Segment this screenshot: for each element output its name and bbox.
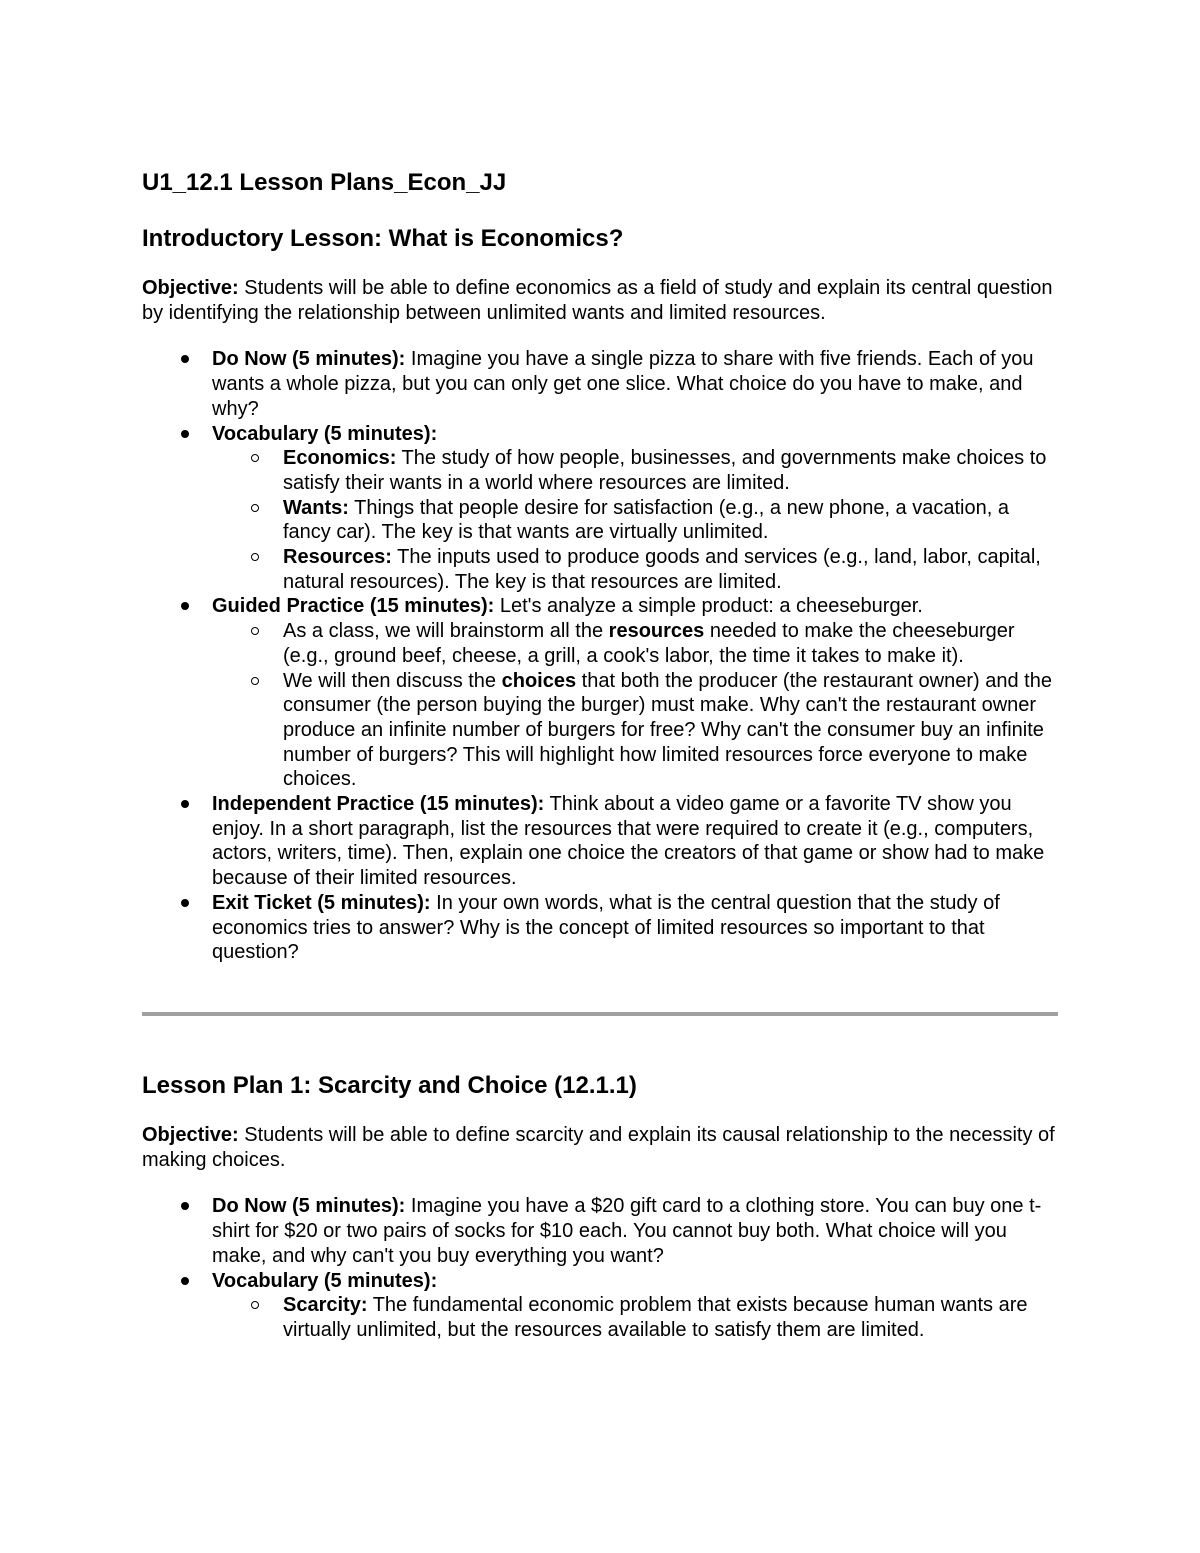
lesson1-title: Lesson Plan 1: Scarcity and Choice (12.1.1) — [142, 1071, 637, 1099]
document-body — [142, 166, 1058, 1343]
vocab-definition: The study of how people, businesses, and governments make choices to satisfy their wants in a world where resources are limited. — [283, 447, 1047, 494]
guided-practice-label: Guided Practice (15 minutes): — [212, 595, 495, 618]
list-item-vocabulary — [142, 1269, 1058, 1343]
intro-objective — [142, 276, 1058, 325]
guided-emphasis: choices — [501, 669, 577, 692]
list-item-guided-practice — [142, 594, 1058, 792]
vocab-item — [212, 446, 1058, 495]
vocabulary-label: Vocabulary (5 minutes): — [212, 422, 438, 445]
guided-item — [212, 619, 1058, 668]
guided-text: As a class, we will brainstorm all the — [283, 620, 609, 643]
vocabulary-list — [212, 1293, 1058, 1342]
vocab-term: Wants: — [283, 496, 349, 519]
lesson1-objective — [142, 1123, 1058, 1172]
exit-ticket-label: Exit Ticket (5 minutes): — [212, 891, 431, 914]
vocab-definition: The fundamental economic problem that exists because human wants are virtually unlimited, but the resources available to satisfy them are limited. — [283, 1294, 1028, 1341]
objective-text: Students will be able to define economics as a field of study and explain its central question by identifying the relationship between unlimited wants and limited resources. — [142, 277, 1053, 324]
do-now-label: Do Now (5 minutes): — [212, 1195, 406, 1218]
vocab-term: Scarcity: — [283, 1294, 368, 1317]
vocab-definition: The inputs used to produce goods and services (e.g., land, labor, capital, natural resources). The key is that resources are limited. — [283, 546, 1041, 593]
vocab-item — [212, 496, 1058, 545]
independent-practice-text: Think about a video game or a favorite TV show you enjoy. In a short paragraph, list the resources that were required to create it (e.g., computers, actors, writers, time). Then, explain one choice the creators of that game or show had to make because of their limited resources. — [212, 793, 1045, 890]
intro-lesson-title: Introductory Lesson: What is Economics? — [142, 225, 624, 252]
objective-label: Objective: — [142, 277, 239, 299]
guided-text: needed to make the cheeseburger (e.g., ground beef, cheese, a grill, a cook's labor, the time it takes to make it). — [283, 620, 1015, 667]
vocabulary-label: Vocabulary (5 minutes): — [212, 1269, 438, 1292]
intro-activity-list — [142, 347, 1058, 965]
horizontal-divider — [142, 1012, 1058, 1016]
guided-text: We will then discuss the — [283, 669, 502, 692]
objective-text: Students will be able to define scarcity and explain its causal relationship to the necessity of making choices. — [142, 1123, 1055, 1171]
exit-ticket-text: In your own words, what is the central question that the study of economics tries to answer? Why is the concept of limited resources so important to that question? — [212, 891, 1000, 964]
list-item-do-now — [142, 347, 1058, 421]
guided-practice-text: Let's analyze a simple product: a cheeseburger. — [494, 595, 923, 618]
document-title: U1_12.1 Lesson Plans_Econ_JJ — [142, 169, 507, 196]
guided-emphasis: resources — [608, 620, 705, 643]
list-item-do-now — [142, 1194, 1058, 1268]
list-item-independent-practice — [142, 792, 1058, 891]
guided-item — [212, 669, 1058, 793]
vocabulary-list — [212, 446, 1058, 594]
guided-practice-list — [212, 619, 1058, 792]
lesson1-activity-list — [142, 1194, 1058, 1342]
do-now-label: Do Now (5 minutes): — [212, 348, 406, 371]
independent-practice-label: Independent Practice (15 minutes): — [212, 793, 545, 816]
list-item-vocabulary — [142, 422, 1058, 595]
objective-label: Objective: — [142, 1123, 239, 1146]
vocab-item — [212, 545, 1058, 594]
do-now-text: Imagine you have a $20 gift card to a clothing store. You can buy one t-shirt for $20 or two pairs of socks for $10 each. You cannot buy both. What choice will you make, and why can't you buy everything you want? — [212, 1195, 1042, 1267]
vocab-definition: Things that people desire for satisfaction (e.g., a new phone, a vacation, a fancy car). The key is that wants are virtually unlimited. — [283, 496, 1009, 544]
vocab-item — [212, 1293, 1058, 1342]
vocab-term: Resources: — [283, 546, 392, 569]
vocab-term: Economics: — [283, 447, 397, 470]
do-now-text: Imagine you have a single pizza to share with five friends. Each of you wants a whole pizza, but you can only get one slice. What choice do you have to make, and why? — [212, 348, 1034, 420]
guided-text: that both the producer (the restaurant owner) and the consumer (the person buying the burger) must make. Why can't the restaurant owner produce an infinite number of burgers for free? Why can't the consumer buy an infinite number of burgers? This will highlight how limited resources force everyone to make choices. — [283, 669, 1052, 791]
list-item-exit-ticket — [142, 891, 1058, 965]
